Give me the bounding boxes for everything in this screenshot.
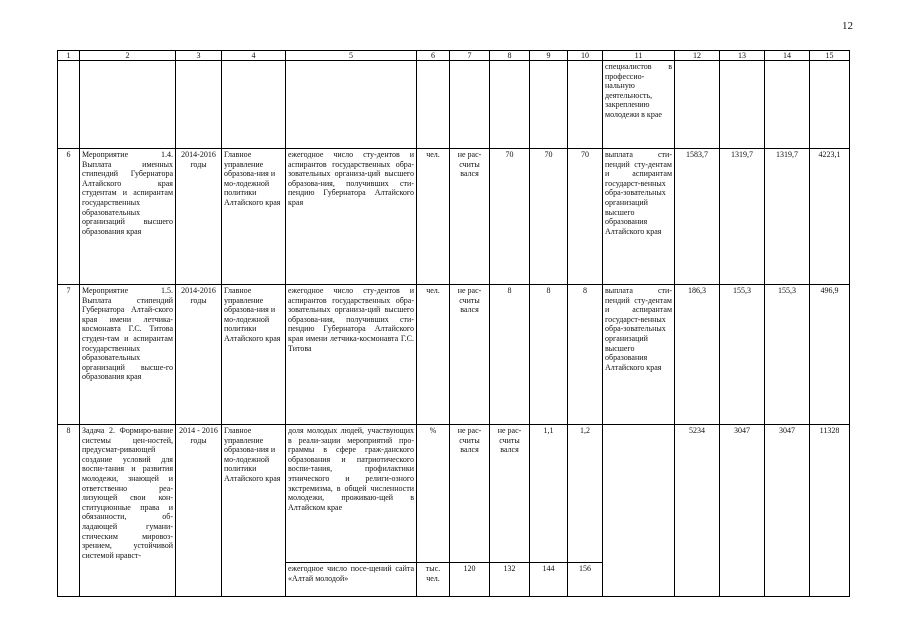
- indicator-cell: доля молодых людей, участвующих в реали-зации мероприятий про-граммы в сфере граж-данского образования и патриотического воспи-тания, профилактики этнического и религи-озного экстремизма, в общей численности молодежи, проживаю-щей в Алтайском крае: [286, 425, 417, 563]
- period-cell: 2014 - 2016 годы: [176, 425, 222, 597]
- value-2014: 8: [490, 285, 530, 425]
- value-2014: 70: [490, 149, 530, 285]
- result-cell: [603, 425, 675, 597]
- period-cell: 2014-2016 годы: [176, 149, 222, 285]
- row-number: 6: [58, 149, 80, 285]
- col-header-8: 8: [490, 51, 530, 61]
- col-header-2: 2: [80, 51, 176, 61]
- executor-cell: Главное управление образова-ния и мо-лодежной политики Алтайского края: [222, 149, 286, 285]
- unit-cell: чел.: [417, 149, 450, 285]
- col-header-14: 14: [765, 51, 810, 61]
- value-2015: 144: [530, 563, 568, 597]
- col-header-1: 1: [58, 51, 80, 61]
- value-2014: 132: [490, 563, 530, 597]
- executor-cell: Главное управление образова-ния и мо-лодежной политики Алтайского края: [222, 285, 286, 425]
- result-cell: специалистов в профессио-нальную деятельность, закреплению молодежи в крае: [603, 61, 675, 149]
- value-2016: 70: [568, 149, 603, 285]
- funding-2016: 155,3: [765, 285, 810, 425]
- col-header-13: 13: [720, 51, 765, 61]
- col-header-15: 15: [810, 51, 850, 61]
- col-header-10: 10: [568, 51, 603, 61]
- indicator-cell: ежегодное число сту-дентов и аспирантов государственных обра-зовательных организа-ций высшего образова-ния, получивших сти-пендию Губернатора Алтайского края: [286, 149, 417, 285]
- funding-2014: 5234: [675, 425, 720, 597]
- value-2015: 8: [530, 285, 568, 425]
- col-header-3: 3: [176, 51, 222, 61]
- col-header-6: 6: [417, 51, 450, 61]
- program-table: [57, 50, 850, 597]
- column-number-row: [58, 51, 850, 61]
- funding-2015: 1319,7: [720, 149, 765, 285]
- indicator-cell: ежегодное число сту-дентов и аспирантов государственных обра-зовательных организа-ций высшего образова-ния, получивших сти-пендию Губернатора Алтайского края имени летчика-космонавта Г.С. Титова: [286, 285, 417, 425]
- col-header-11: 11: [603, 51, 675, 61]
- funding-total: 496,9: [810, 285, 850, 425]
- table-row: [58, 149, 850, 285]
- value-2016: 156: [568, 563, 603, 597]
- funding-2015: 155,3: [720, 285, 765, 425]
- value-2014: не рас-считы вался: [490, 425, 530, 563]
- value-2013: не рас-считы вался: [450, 425, 490, 563]
- value-2016: 8: [568, 285, 603, 425]
- unit-cell: %: [417, 425, 450, 563]
- table-row: [58, 425, 850, 563]
- row-number: 7: [58, 285, 80, 425]
- value-2013: не рас-считы вался: [450, 285, 490, 425]
- funding-2016: 3047: [765, 425, 810, 597]
- value-2015: 1,1: [530, 425, 568, 563]
- row-number: 8: [58, 425, 80, 597]
- funding-2014: 186,3: [675, 285, 720, 425]
- measure-name: Мероприятие 1.5. Выплата стипендий Губернатора Алтай-ского края имени летчика-космонавта Г.С. Титова студен-там и аспирантам государственных образовательных организаций высше-го образования края: [80, 285, 176, 425]
- value-2013: не рас-считы вался: [450, 149, 490, 285]
- period-cell: 2014-2016 годы: [176, 285, 222, 425]
- continuation-row: [58, 61, 850, 149]
- measure-name: Задача 2. Формиро-вание системы цен-ностей, предусмат-ривающей создание условий для воспи-тания и развития молодежи, знающей и ответственно реа-лизующей свои кон-ституционные права и обязанности, об-ладающей гумани-стическим мировоз-зрением, устойчивой системой нравст-: [80, 425, 176, 597]
- col-header-4: 4: [222, 51, 286, 61]
- col-header-12: 12: [675, 51, 720, 61]
- page-number: 12: [842, 20, 853, 32]
- funding-2015: 3047: [720, 425, 765, 597]
- funding-total: 4223,1: [810, 149, 850, 285]
- result-cell: выплата сти-пендий сту-дентам и аспирантам государст-венных обра-зовательных организаций высшего образования Алтайского края: [603, 285, 675, 425]
- value-2015: 70: [530, 149, 568, 285]
- executor-cell: Главное управление образова-ния и мо-лодежной политики Алтайского края: [222, 425, 286, 597]
- unit-cell: тыс. чел.: [417, 563, 450, 597]
- indicator-cell: ежегодное число посе-щений сайта «Алтай молодой»: [286, 563, 417, 597]
- measure-name: Мероприятие 1.4. Выплата именных стипендий Губернатора Алтайского края студентам и аспирантам государственных образовательных организаций высшего образования края: [80, 149, 176, 285]
- result-cell: выплата сти-пендий сту-дентам и аспирантам государст-венных обра-зовательных организаций высшего образования Алтайского края: [603, 149, 675, 285]
- unit-cell: чел.: [417, 285, 450, 425]
- funding-2014: 1583,7: [675, 149, 720, 285]
- funding-2016: 1319,7: [765, 149, 810, 285]
- col-header-7: 7: [450, 51, 490, 61]
- col-header-5: 5: [286, 51, 417, 61]
- value-2013: 120: [450, 563, 490, 597]
- col-header-9: 9: [530, 51, 568, 61]
- funding-total: 11328: [810, 425, 850, 597]
- table-row: [58, 285, 850, 425]
- value-2016: 1,2: [568, 425, 603, 563]
